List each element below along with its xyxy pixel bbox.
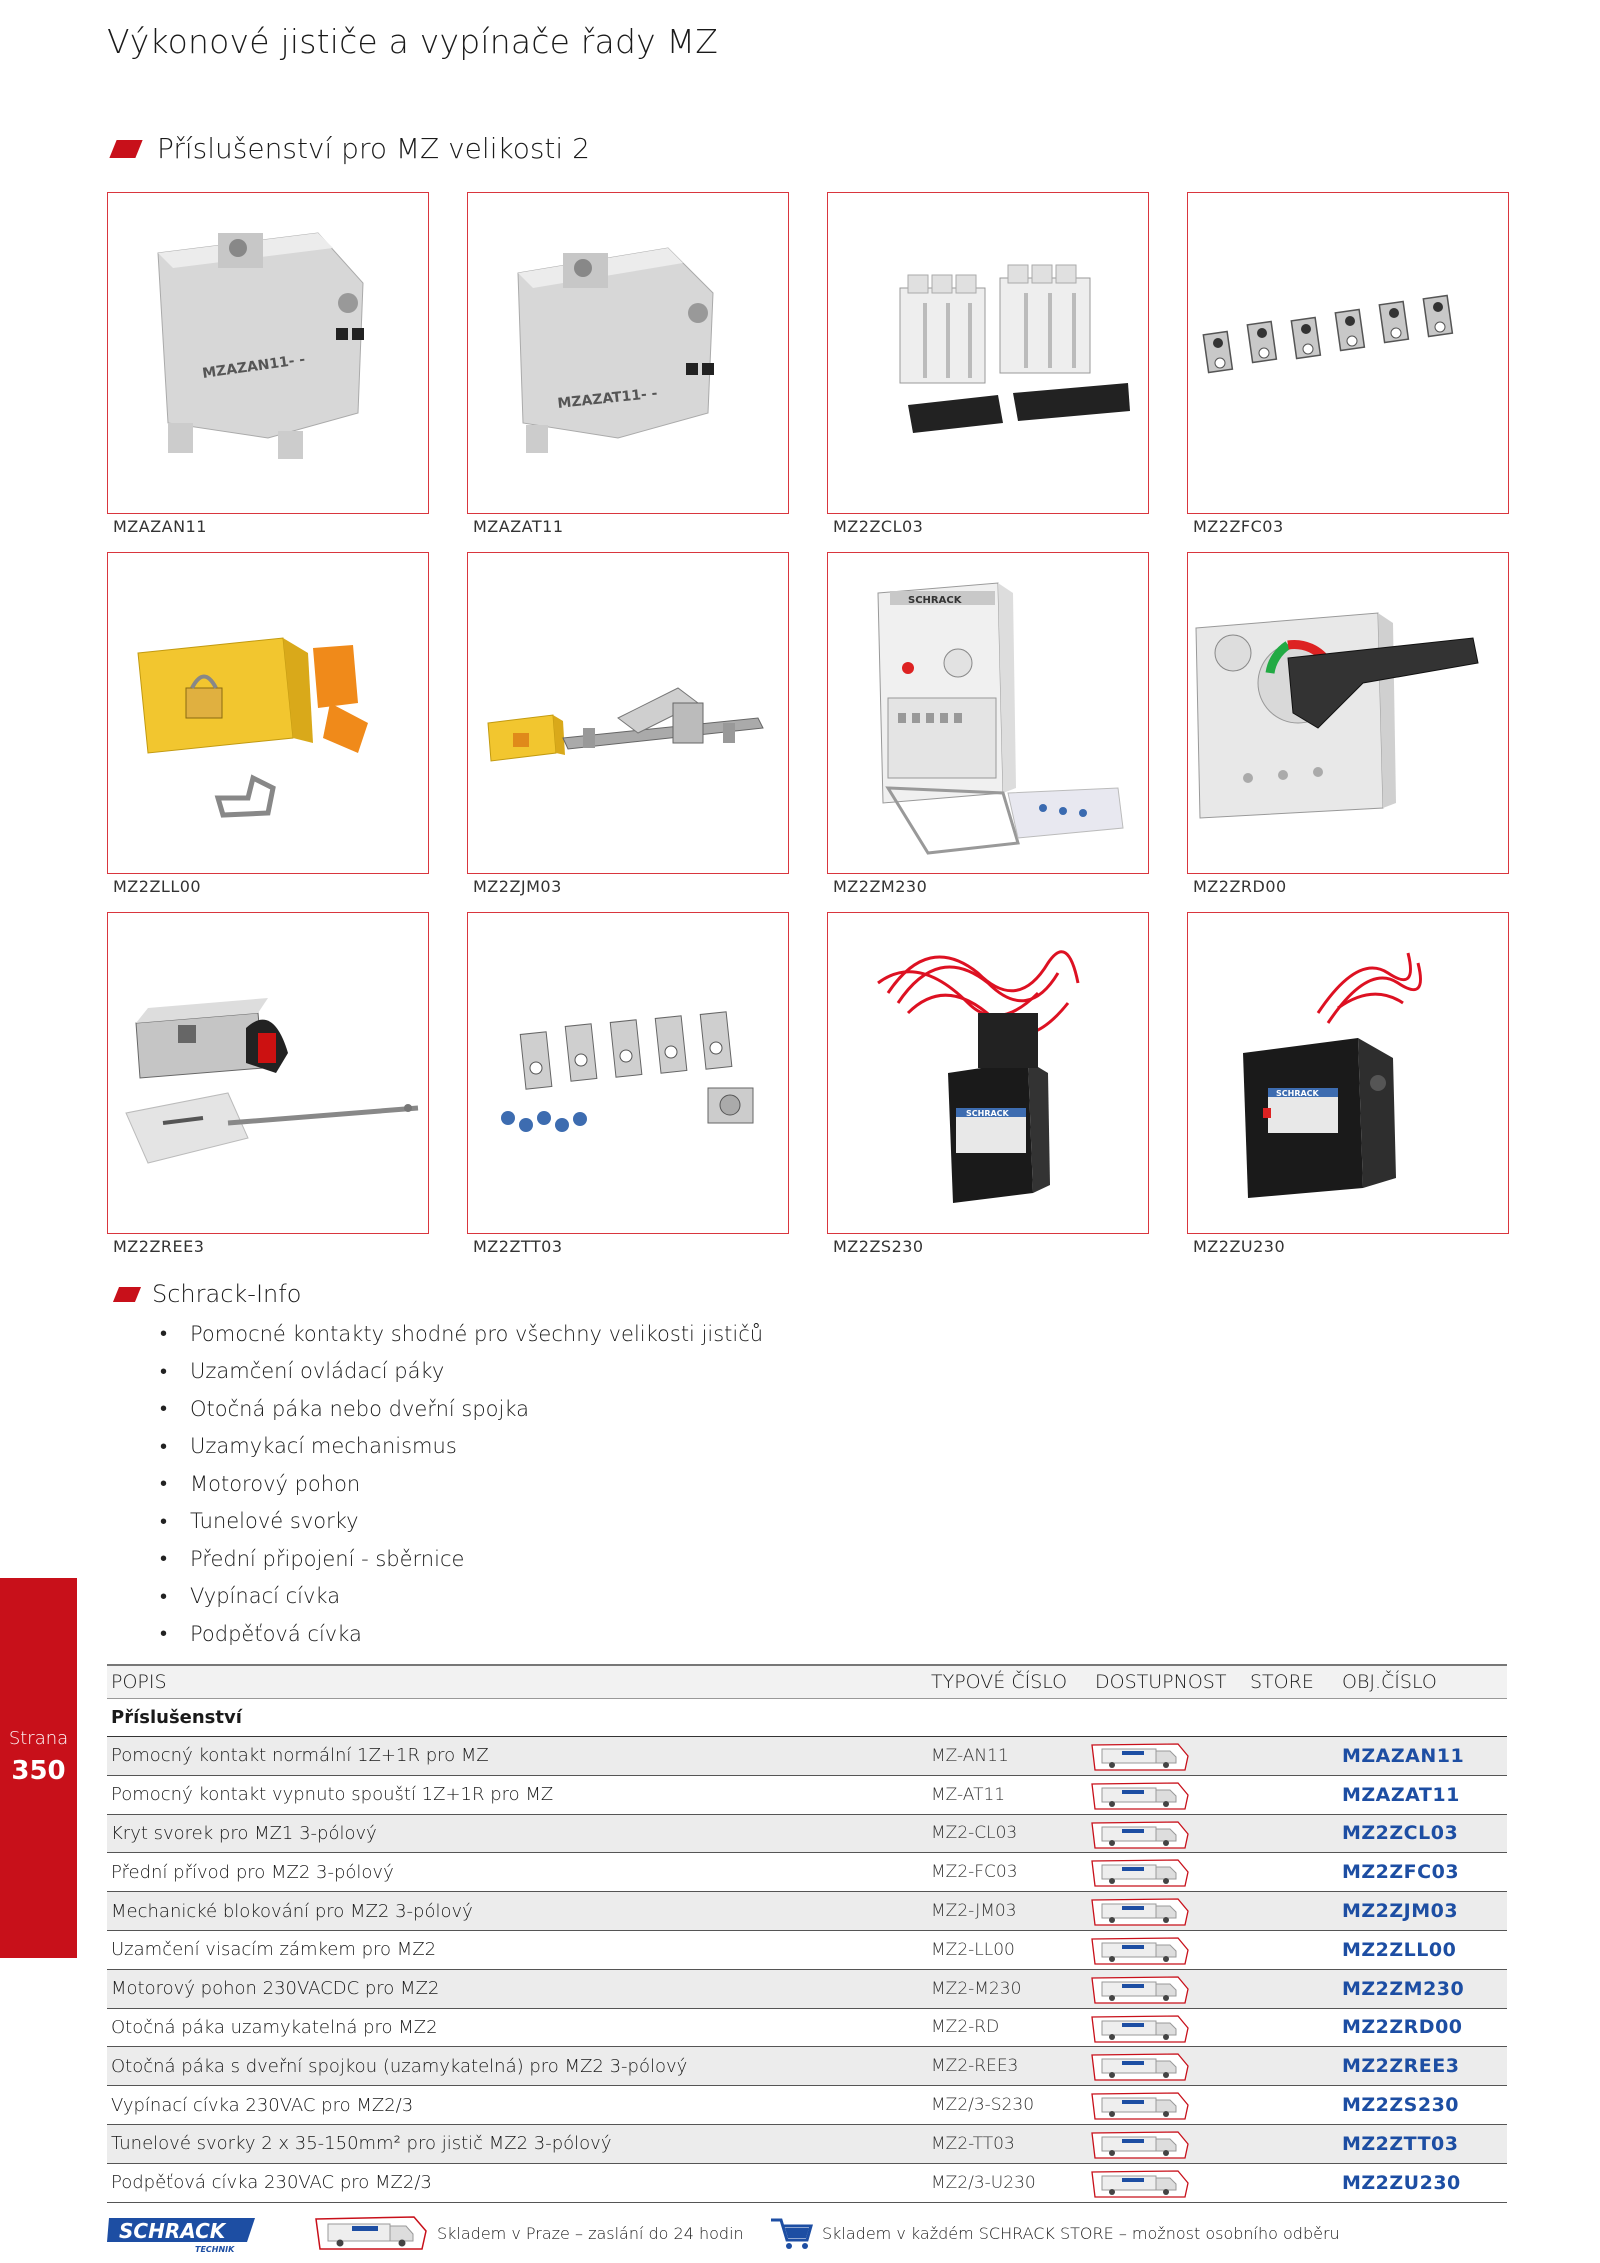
list-item-text: Otočná páka nebo dveřní spojka (190, 1396, 530, 1421)
product-card[interactable] (827, 912, 1149, 1256)
table-row (107, 2047, 1507, 2086)
row-type-number: MZ2-M230 (931, 1978, 1022, 1999)
table-row (107, 1892, 1507, 1931)
row-description: Pomocný kontakt normální 1Z+1R pro MZ (111, 1745, 489, 1767)
page-number: 350 (11, 1756, 66, 1786)
list-item-text: Uzamykací mechanismus (190, 1434, 457, 1459)
product-card[interactable] (1187, 552, 1509, 896)
row-type-number: MZ2-RD (931, 2017, 1000, 2038)
list-item (160, 1315, 763, 1353)
info-title: Schrack-Info (152, 1280, 302, 1308)
product-image[interactable] (107, 912, 429, 1234)
row-description: Otočná páka uzamykatelná pro MZ2 (111, 2016, 438, 2038)
product-card[interactable] (107, 552, 429, 896)
product-image[interactable] (107, 552, 429, 874)
product-image[interactable] (827, 552, 1149, 874)
product-code: MZ2ZM230 (833, 877, 928, 896)
row-type-number: MZ-AN11 (931, 1745, 1009, 1766)
row-description: Mechanické blokování pro MZ2 3-pólový (111, 1900, 473, 1922)
list-item-text: Vypínací cívka (190, 1584, 341, 1609)
product-image[interactable] (467, 192, 789, 514)
product-code: MZ2ZREE3 (113, 1237, 205, 1256)
table-row (107, 2086, 1507, 2125)
table-row (107, 1737, 1507, 1776)
footer (107, 2212, 1507, 2257)
product-card[interactable] (467, 912, 789, 1256)
bullet-icon: • (160, 1471, 168, 1496)
order-number-link[interactable]: MZ2ZREE3 (1342, 2055, 1460, 2078)
row-type-number: MZ2/3-U230 (931, 2172, 1036, 2193)
prague-stock-text: Skladem v Praze – zaslání do 24 hodin (437, 2224, 744, 2243)
list-item (160, 1428, 763, 1466)
row-description: Přední přívod pro MZ2 3-pólový (111, 1861, 394, 1883)
table-row (107, 2125, 1507, 2164)
logo-subtext: TECHNIK (195, 2245, 235, 2254)
product-image-text: MZAZAT11- - (556, 385, 659, 412)
product-image-text: SCHRACK (1276, 1089, 1319, 1098)
row-type-number: MZ2-JM03 (931, 1901, 1017, 1922)
bullet-icon: • (160, 1396, 168, 1421)
availability-truck-icon (1090, 1742, 1190, 1777)
list-item-text: Uzamčení ovládací páky (190, 1359, 445, 1384)
product-card[interactable] (467, 552, 789, 896)
product-image[interactable] (1187, 912, 1509, 1234)
product-code: MZAZAT11 (473, 517, 564, 536)
order-number-link[interactable]: MZ2ZLL00 (1342, 1938, 1457, 1961)
availability-truck-icon (1090, 2091, 1190, 2126)
product-code: MZ2ZU230 (1193, 1237, 1286, 1256)
cart-icon (767, 2216, 813, 2256)
header-obj: OBJ.ČÍSLO (1342, 1671, 1437, 1693)
list-item (160, 1503, 763, 1541)
info-header (116, 1280, 301, 1308)
product-code: MZ2ZJM03 (473, 877, 562, 896)
order-number-link[interactable]: MZ2ZFC03 (1342, 1861, 1460, 1884)
section-marker (109, 140, 142, 158)
product-grid (107, 192, 1507, 1254)
product-card[interactable] (1187, 912, 1509, 1256)
bullet-icon: • (160, 1546, 168, 1571)
section-header (113, 132, 590, 165)
bullet-icon: • (160, 1583, 168, 1608)
row-description: Podpěťová cívka 230VAC pro MZ2/3 (111, 2172, 432, 2194)
product-image-text: MZAZAN11- - (201, 351, 307, 382)
list-item-text: Tunelové svorky (190, 1509, 359, 1534)
header-popis: POPIS (111, 1671, 167, 1693)
product-code: MZ2ZRD00 (1193, 877, 1287, 896)
bullet-icon: • (160, 1321, 168, 1346)
table-row (107, 2009, 1507, 2048)
availability-truck-icon (1090, 2014, 1190, 2049)
header-dostupnost: DOSTUPNOST (1095, 1671, 1227, 1693)
store-stock-text: Skladem v každém SCHRACK STORE – možnost osobního odběru (822, 2224, 1340, 2243)
product-image-text: SCHRACK (908, 595, 962, 606)
row-type-number: MZ2-CL03 (931, 1823, 1018, 1844)
row-description: Otočná páka s dveřní spojkou (uzamykatelná) pro MZ2 3-pólový (111, 2055, 688, 2077)
row-type-number: MZ2-REE3 (931, 2056, 1019, 2077)
row-type-number: MZ2-TT03 (931, 2133, 1015, 2154)
list-item (160, 1390, 763, 1428)
product-image[interactable] (107, 192, 429, 514)
row-description: Kryt svorek pro MZ1 3-pólový (111, 1822, 377, 1844)
availability-truck-icon (1090, 1975, 1190, 2010)
list-item-text: Podpěťová cívka (190, 1621, 362, 1646)
product-image[interactable] (1187, 552, 1509, 874)
table-row (107, 1853, 1507, 1892)
product-image[interactable] (827, 912, 1149, 1234)
order-number-link[interactable]: MZ2ZU230 (1342, 2171, 1461, 2194)
product-code: MZ2ZS230 (833, 1237, 924, 1256)
product-card[interactable] (107, 192, 429, 536)
availability-truck-icon (1090, 1858, 1190, 1893)
header-store: STORE (1250, 1671, 1314, 1693)
product-image[interactable] (827, 192, 1149, 514)
list-item-text: Pomocné kontakty shodné pro všechny velikosti jističů (190, 1321, 764, 1346)
list-item-text: Motorový pohon (190, 1471, 361, 1496)
row-type-number: MZ-AT11 (931, 1784, 1006, 1805)
product-card[interactable] (827, 552, 1149, 896)
product-table (107, 1664, 1507, 2203)
row-type-number: MZ2/3-S230 (931, 2095, 1035, 2116)
availability-truck-icon (1090, 1781, 1190, 1816)
row-description: Pomocný kontakt vypnuto spouští 1Z+1R pro MZ (111, 1784, 554, 1806)
truck-icon (314, 2215, 429, 2255)
product-code: MZ2ZFC03 (1193, 517, 1284, 536)
order-number-link[interactable]: MZ2ZTT03 (1342, 2132, 1459, 2155)
row-type-number: MZ2-FC03 (931, 1862, 1018, 1883)
order-number-link[interactable]: MZ2ZM230 (1342, 1977, 1465, 2000)
table-group-heading: Příslušenství (107, 1699, 1507, 1737)
table-row (107, 1815, 1507, 1854)
bullet-icon: • (160, 1621, 168, 1646)
table-row (107, 1931, 1507, 1970)
product-image-text: SCHRACK (966, 1109, 1009, 1118)
product-code: MZ2ZCL03 (833, 517, 924, 536)
page-tab (0, 1578, 77, 1958)
bullet-icon: • (160, 1508, 168, 1533)
product-card[interactable] (1187, 192, 1509, 536)
page-tab-label: Strana (8, 1728, 69, 1749)
order-number-link[interactable]: MZ2ZJM03 (1342, 1900, 1459, 1923)
product-image[interactable] (467, 912, 789, 1234)
page-title: Výkonové jističe a vypínače řady MZ (107, 22, 719, 61)
info-marker (113, 1287, 141, 1302)
schrack-logo (107, 2214, 257, 2258)
product-card[interactable] (107, 912, 429, 1256)
order-number-link[interactable]: MZAZAT11 (1342, 1783, 1460, 1806)
product-code: MZ2ZLL00 (113, 877, 202, 896)
row-description: Tunelové svorky 2 x 35-150mm² pro jistič MZ2 3-pólový (111, 2133, 612, 2155)
order-number-link[interactable]: MZAZAN11 (1342, 1744, 1465, 1767)
order-number-link[interactable]: MZ2ZCL03 (1342, 1822, 1459, 1845)
section-title: Příslušenství pro MZ velikosti 2 (157, 132, 590, 165)
product-image[interactable] (1187, 192, 1509, 514)
product-card[interactable] (467, 192, 789, 536)
logo-text: SCHRACK (119, 2219, 226, 2243)
list-item (160, 1615, 763, 1653)
bullet-icon: • (160, 1433, 168, 1458)
availability-truck-icon (1090, 1897, 1190, 1932)
product-code: MZAZAN11 (113, 517, 207, 536)
header-typ: TYPOVÉ ČÍSLO (931, 1671, 1068, 1693)
table-row (107, 2164, 1507, 2203)
product-code: MZ2ZTT03 (473, 1237, 563, 1256)
order-number-link[interactable]: MZ2ZRD00 (1342, 2016, 1463, 2039)
table-row (107, 1776, 1507, 1815)
table-header (107, 1664, 1507, 1699)
list-item (160, 1540, 763, 1578)
availability-truck-icon (1090, 2130, 1190, 2165)
row-description: Uzamčení visacím zámkem pro MZ2 (111, 1939, 437, 1961)
availability-truck-icon (1090, 1820, 1190, 1855)
availability-truck-icon (1090, 2052, 1190, 2087)
list-item (160, 1353, 763, 1391)
bullet-icon: • (160, 1358, 168, 1383)
product-image[interactable] (467, 552, 789, 874)
availability-truck-icon (1090, 1936, 1190, 1971)
table-row (107, 1970, 1507, 2009)
list-item (160, 1578, 763, 1616)
availability-truck-icon (1090, 2169, 1190, 2204)
order-number-link[interactable]: MZ2ZS230 (1342, 2094, 1460, 2117)
product-card[interactable] (827, 192, 1149, 536)
list-item-text: Přední připojení - sběrnice (190, 1546, 465, 1571)
info-list (160, 1315, 763, 1653)
row-type-number: MZ2-LL00 (931, 1939, 1015, 1960)
row-description: Vypínací cívka 230VAC pro MZ2/3 (111, 2094, 414, 2116)
row-description: Motorový pohon 230VACDC pro MZ2 (111, 1978, 440, 2000)
list-item (160, 1465, 763, 1503)
